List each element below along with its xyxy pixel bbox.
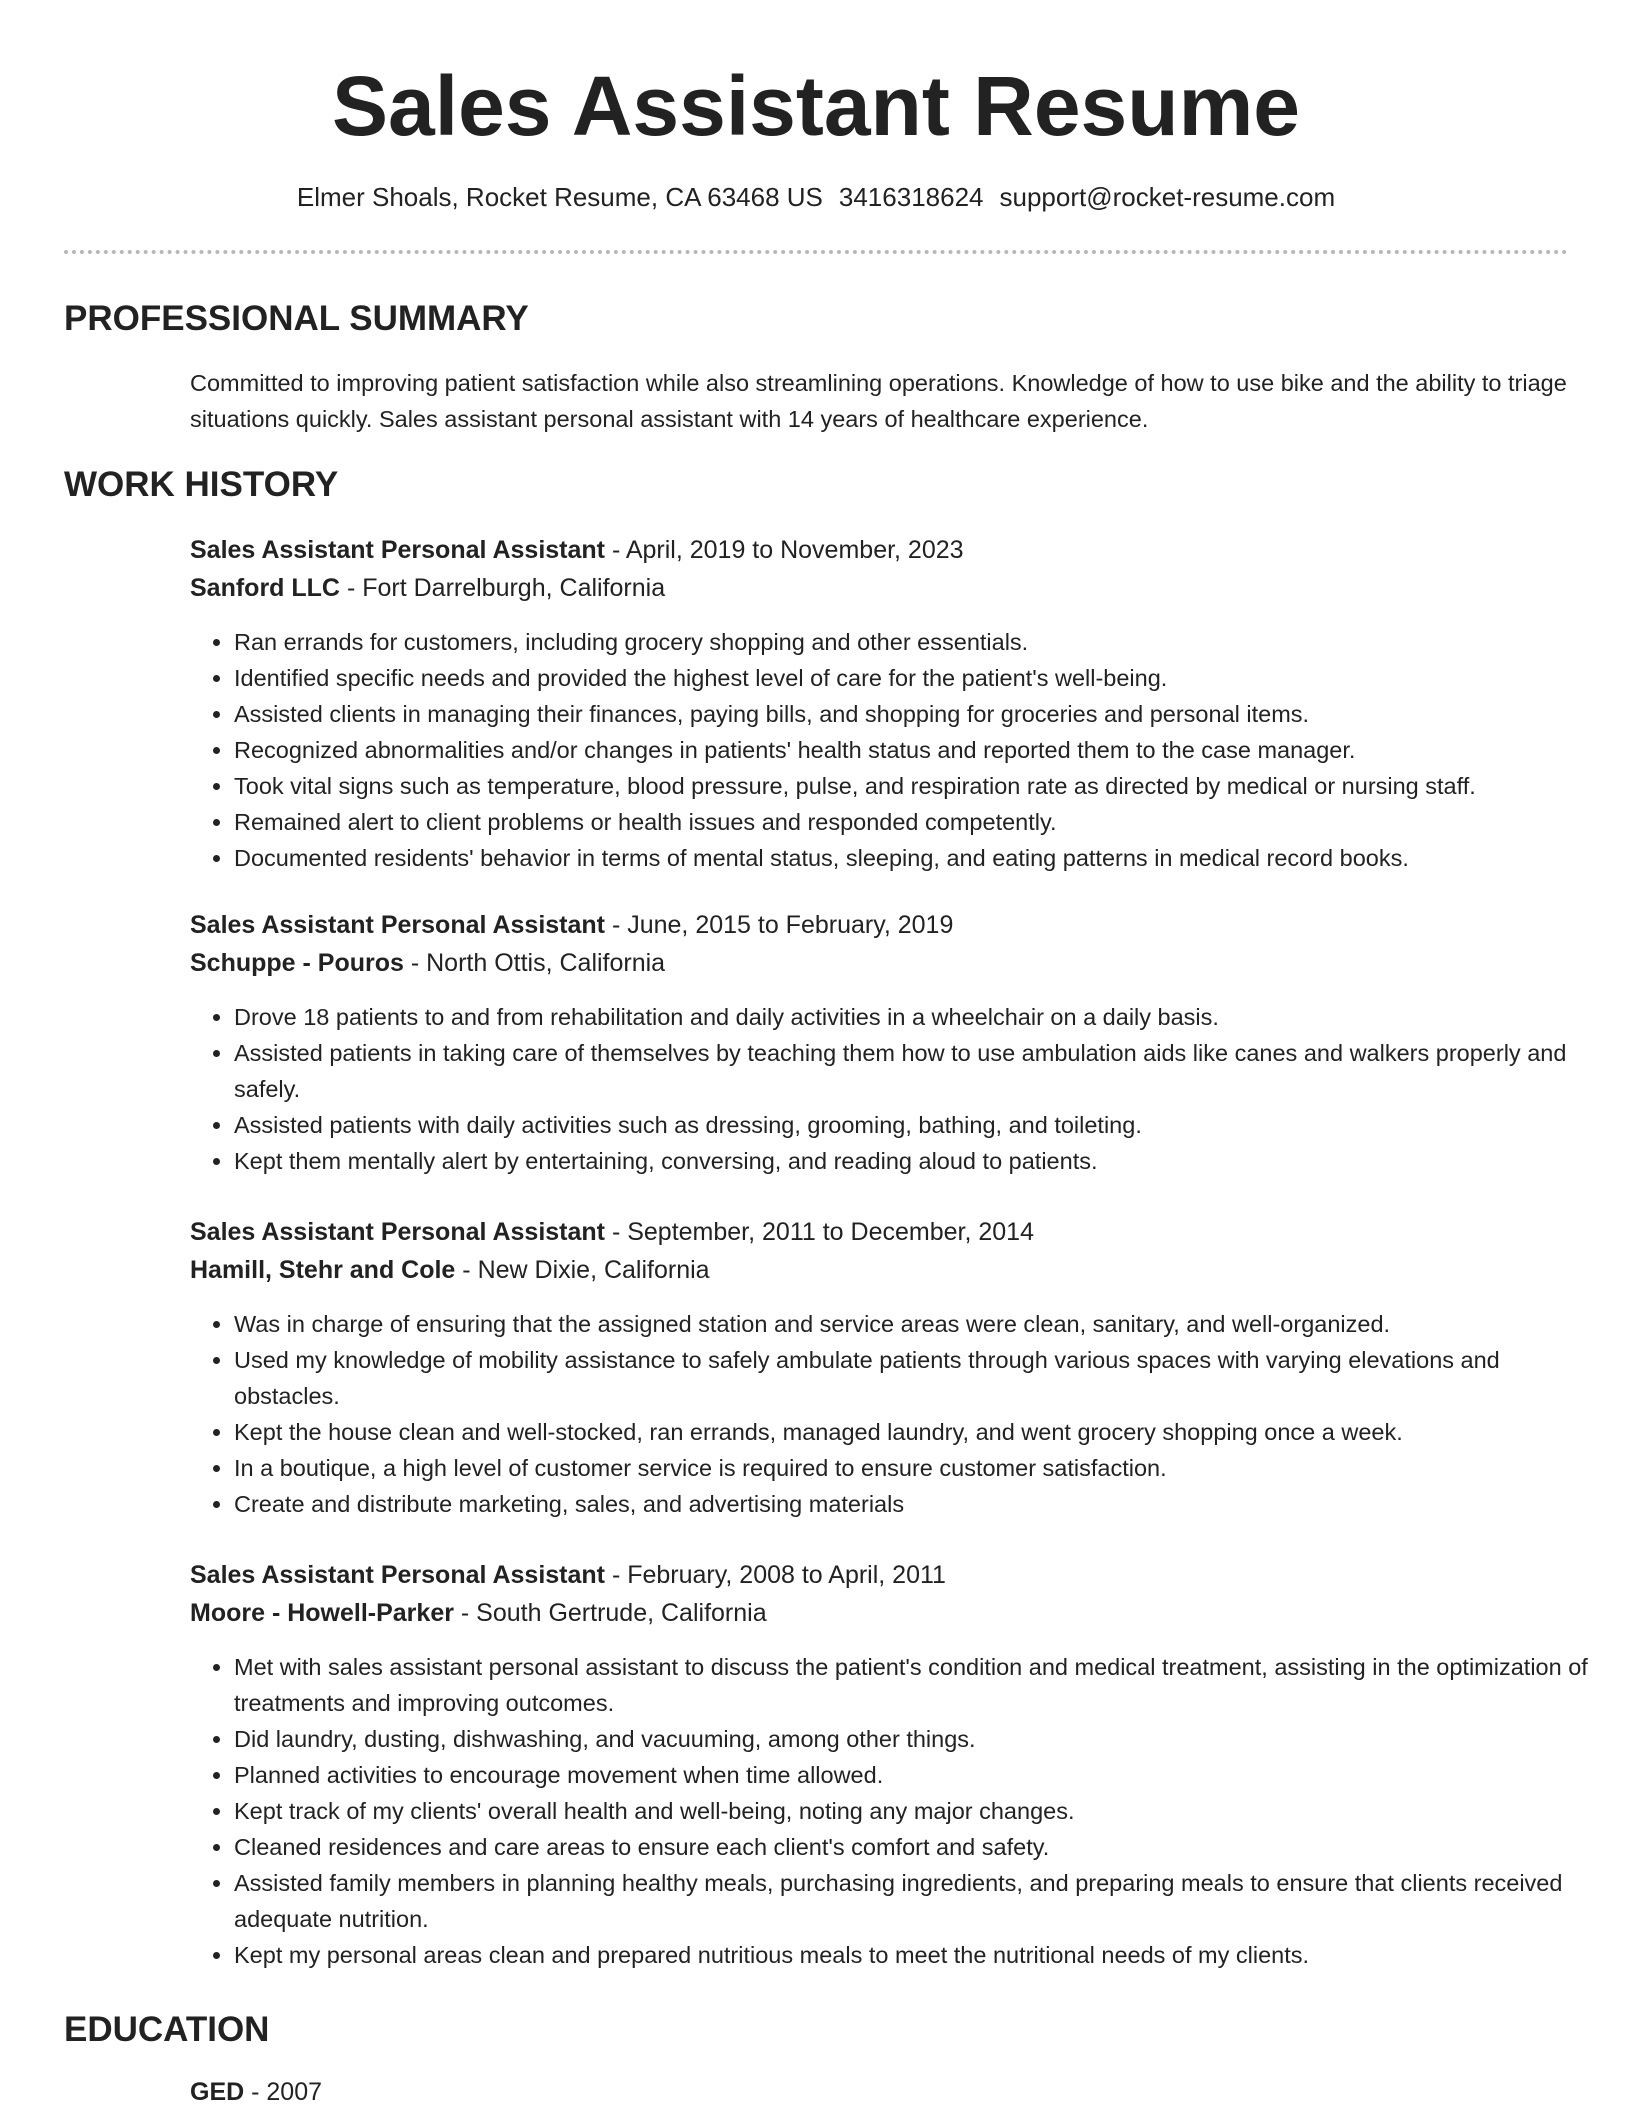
job-company: Schuppe - Pouros xyxy=(190,949,404,977)
job-location: New Dixie, California xyxy=(477,1256,710,1284)
job-dates: February, 2008 to April, 2011 xyxy=(627,1561,946,1589)
list-item: • Drove 18 patients to and from rehabilitation and daily activities in a wheelchair on a daily basis. xyxy=(234,999,1612,1035)
job-title: Sales Assistant Personal Assistant xyxy=(190,911,605,939)
job-title-line xyxy=(190,908,953,942)
contact-address: Elmer Shoals, Rocket Resume, CA 63468 US xyxy=(296,182,823,212)
contact-email: support@rocket-resume.com xyxy=(999,182,1336,212)
list-item: • Cleaned residences and care areas to ensure each client's comfort and safety. xyxy=(234,1829,1612,1865)
list-item: • Kept them mentally alert by entertaining, conversing, and reading aloud to patients. xyxy=(234,1143,1612,1179)
job-separator: - xyxy=(340,574,363,602)
job-duties-list xyxy=(190,999,1612,1179)
job-location: North Ottis, California xyxy=(426,949,666,977)
job-separator: - xyxy=(605,536,626,564)
job-separator: - xyxy=(453,1599,477,1627)
job-title: Sales Assistant Personal Assistant xyxy=(190,536,605,564)
list-item: • Assisted family members in planning healthy meals, purchasing ingredients, and preparing meals to ensure that clients received adequate nutrition. xyxy=(234,1865,1612,1937)
job-separator: - xyxy=(403,949,427,977)
list-item: • Used my knowledge of mobility assistance to safely ambulate patients through various spaces with varying elevations and obstacles. xyxy=(234,1342,1612,1414)
job-company: Sanford LLC xyxy=(190,574,340,602)
job-separator: - xyxy=(605,1561,628,1589)
job-duties-list xyxy=(190,1306,1612,1522)
job-company: Moore - Howell-Parker xyxy=(190,1599,454,1627)
list-item: • Kept my personal areas clean and prepared nutritious meals to meet the nutritional needs of my clients. xyxy=(234,1937,1612,1973)
job-title-line xyxy=(190,1558,946,1592)
job-company-line xyxy=(190,1596,767,1630)
education-line xyxy=(190,2075,322,2109)
education-year: 2007 xyxy=(266,2078,323,2106)
resume-page xyxy=(64,0,1588,2112)
job-company-line xyxy=(190,1253,710,1287)
list-item: • Documented residents' behavior in terms of mental status, sleeping, and eating patterns in medical record books. xyxy=(234,840,1612,876)
job-dates: June, 2015 to February, 2019 xyxy=(627,911,954,939)
header-divider xyxy=(64,250,1568,254)
job-separator: - xyxy=(455,1256,478,1284)
summary-heading: PROFESSIONAL SUMMARY xyxy=(64,299,529,338)
job-title: Sales Assistant Personal Assistant xyxy=(190,1218,605,1246)
education-degree: GED xyxy=(190,2078,245,2106)
job-duties-list xyxy=(190,624,1612,876)
job-separator: - xyxy=(605,1218,628,1246)
job-company: Hamill, Stehr and Cole xyxy=(190,1256,456,1284)
job-separator: - xyxy=(605,911,628,939)
list-item: • Recognized abnormalities and/or changes in patients' health status and reported them to the case manager. xyxy=(234,732,1612,768)
list-item: • Took vital signs such as temperature, blood pressure, pulse, and respiration rate as directed by medical or nursing staff. xyxy=(234,768,1612,804)
list-item: • Assisted clients in managing their finances, paying bills, and shopping for groceries and personal items. xyxy=(234,696,1612,732)
job-location: Fort Darrelburgh, California xyxy=(362,574,666,602)
list-item: • Assisted patients with daily activities such as dressing, grooming, bathing, and toileting. xyxy=(234,1107,1612,1143)
job-company-line xyxy=(190,571,665,605)
job-title-line xyxy=(190,533,964,567)
contact-phone: 3416318624 xyxy=(838,182,984,212)
list-item: • Did laundry, dusting, dishwashing, and vacuuming, among other things. xyxy=(234,1721,1612,1757)
education-separator: - xyxy=(244,2078,267,2106)
list-item: • Identified specific needs and provided the highest level of care for the patient's well-being. xyxy=(234,660,1612,696)
job-title-line xyxy=(190,1215,1034,1249)
list-item: • Ran errands for customers, including grocery shopping and other essentials. xyxy=(234,624,1612,660)
list-item: • Was in charge of ensuring that the assigned station and service areas were clean, sanitary, and well-organized. xyxy=(234,1306,1612,1342)
education-heading: EDUCATION xyxy=(64,2010,270,2049)
job-title: Sales Assistant Personal Assistant xyxy=(190,1561,605,1589)
job-duties-list xyxy=(190,1649,1612,1973)
contact-line xyxy=(64,180,1568,214)
list-item: • Kept track of my clients' overall health and well-being, noting any major changes. xyxy=(234,1793,1612,1829)
summary-text: Committed to improving patient satisfaction while also streamlining operations. Knowledge of how to use bike and the ability to triage situations quickly. Sales assistant personal assistant with 14 years of healthcare experience. xyxy=(190,370,1567,432)
job-company-line xyxy=(190,946,665,980)
list-item: • Remained alert to client problems or health issues and responded competently. xyxy=(234,804,1612,840)
list-item: • In a boutique, a high level of customer service is required to ensure customer satisfaction. xyxy=(234,1450,1612,1486)
resume-title: Sales Assistant Resume xyxy=(331,59,1300,153)
work-history-heading: WORK HISTORY xyxy=(64,465,339,504)
list-item: • Planned activities to encourage movement when time allowed. xyxy=(234,1757,1612,1793)
list-item: • Met with sales assistant personal assistant to discuss the patient's condition and medical treatment, assisting in the optimization of treatments and improving outcomes. xyxy=(234,1649,1612,1721)
job-dates: September, 2011 to December, 2014 xyxy=(627,1218,1034,1246)
list-item: • Create and distribute marketing, sales, and advertising materials xyxy=(234,1486,1612,1522)
job-location: South Gertrude, California xyxy=(476,1599,767,1627)
list-item: • Kept the house clean and well-stocked, ran errands, managed laundry, and went grocery shopping once a week. xyxy=(234,1414,1612,1450)
list-item: • Assisted patients in taking care of themselves by teaching them how to use ambulation aids like canes and walkers properly and safely. xyxy=(234,1035,1612,1107)
job-dates: April, 2019 to November, 2023 xyxy=(625,536,964,564)
